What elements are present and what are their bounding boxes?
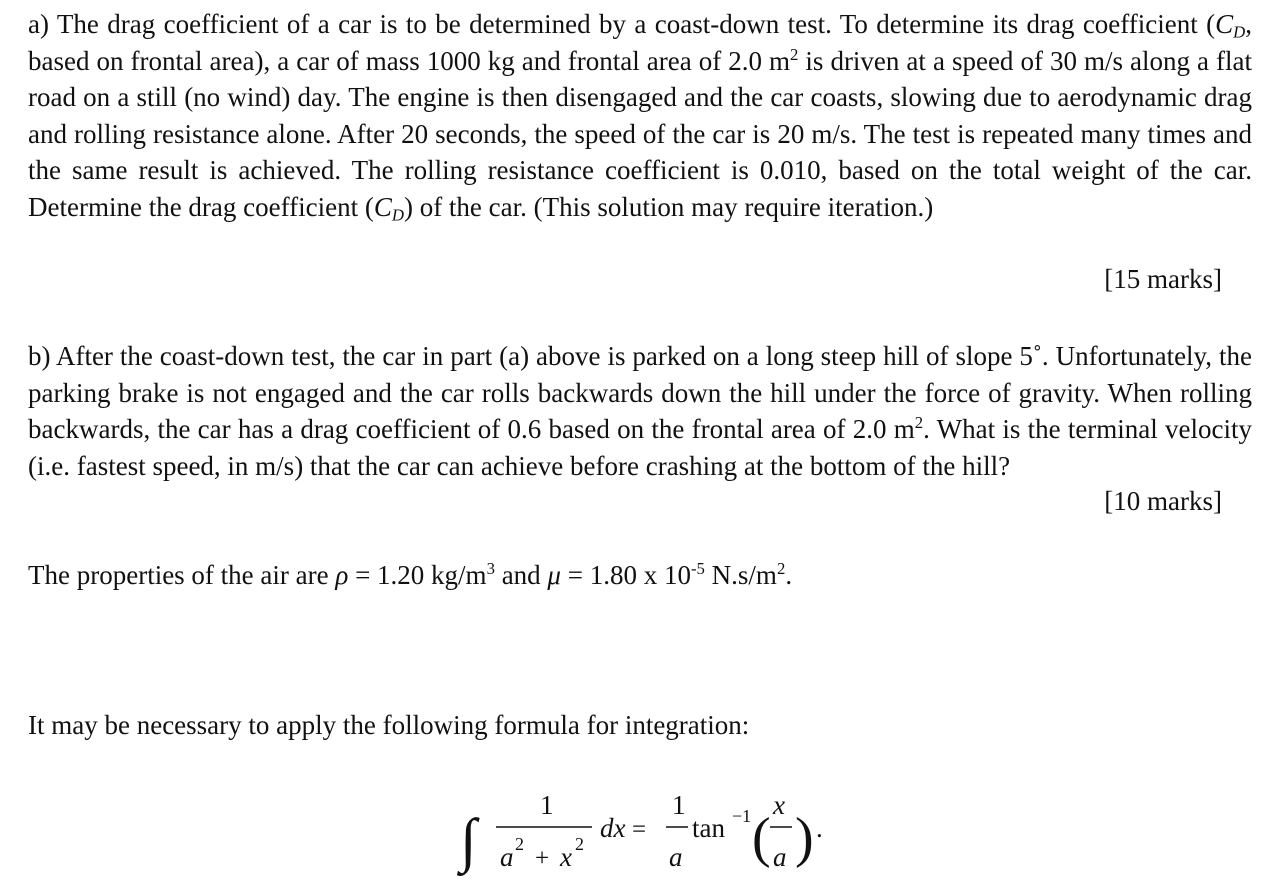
integration-formula: [440, 780, 840, 876]
integral-sign: ∫: [460, 807, 477, 873]
part-a-text-4: ) of the car. (This solution may require iteration.): [403, 191, 934, 222]
part-a-paragraph: [28, 6, 1252, 226]
part-b-text-2: . What is the terminal velocity (i.e. fastest speed, in m/s) that the car can achieve before crashing at the bottom of the hill?: [28, 414, 1252, 481]
denominator-x: x: [560, 842, 572, 872]
superscript: 2: [790, 44, 799, 64]
part-b-marks: [10 marks]: [1104, 486, 1222, 516]
superscript: 2: [914, 413, 924, 433]
left-paren: (: [752, 807, 771, 869]
formula-period: .: [816, 813, 823, 843]
denominator-square-2: 2: [575, 834, 584, 854]
denominator-square-1: 2: [515, 834, 524, 854]
right-paren: ): [795, 807, 814, 869]
denominator-a: a: [500, 842, 514, 872]
equals-sign: =: [632, 816, 647, 843]
numerator-1: 1: [540, 790, 554, 820]
cd-symbol: $C_D$: [1215, 9, 1246, 42]
part-b-text-1: b) After the coast-down test, the car in part (a) above is parked on a long steep hill of slope 5˚. Unfortunately, the parking brake is not engaged and the car rolls backwards down the hill under the force of gravity. When rolling backwards, the car has a drag coefficient of 0.6 based on the frontal area of 2.0 m: [28, 341, 1252, 445]
part-a-text-2: , based on frontal area), a car of mass 1000 kg and frontal area of 2.0 m: [28, 9, 1252, 76]
dx-term: dx: [600, 813, 626, 843]
tan-function: tan: [692, 813, 725, 843]
part-b-paragraph: [28, 338, 1252, 484]
denominator-2: a: [669, 842, 683, 872]
mu-symbol: μ: [547, 560, 561, 590]
part-a-text-3: is driven at a speed of 30 m/s along a flat road on a still (no wind) day. The engine is then disengaged and the car coasts, slowing due to aerodynamic drag and rolling resistance alone. After 20 seconds, the speed of the car is 20 m/s. The test is repeated many times and the same result is achieved. The rolling resistance coefficient is 0.010, based on the total weight of the car. Determine the drag coefficient (: [28, 45, 1252, 222]
part-a-marks: [15 marks]: [1104, 264, 1222, 294]
integration-note: It may be necessary to apply the following formula for integration:: [28, 710, 750, 740]
cd-symbol: $C_D$: [373, 191, 404, 225]
inverse-exponent: −1: [732, 806, 752, 826]
fraction-x: x: [773, 790, 785, 820]
fraction-a: a: [773, 842, 787, 872]
part-a-text-1: a) The drag coefficient of a car is to be determined by a coast-down test. To determine its drag coefficient (: [28, 9, 1216, 39]
air-properties: The properties of the air are ρ = 1.20 $kg/m^3$ and μ = 1.80 x $10^{-5}$ $N.s/m^2$.: [28, 558, 793, 590]
denominator-plus: +: [535, 845, 550, 872]
rho-symbol: ρ: [335, 560, 349, 590]
numerator-2: 1: [672, 790, 686, 820]
